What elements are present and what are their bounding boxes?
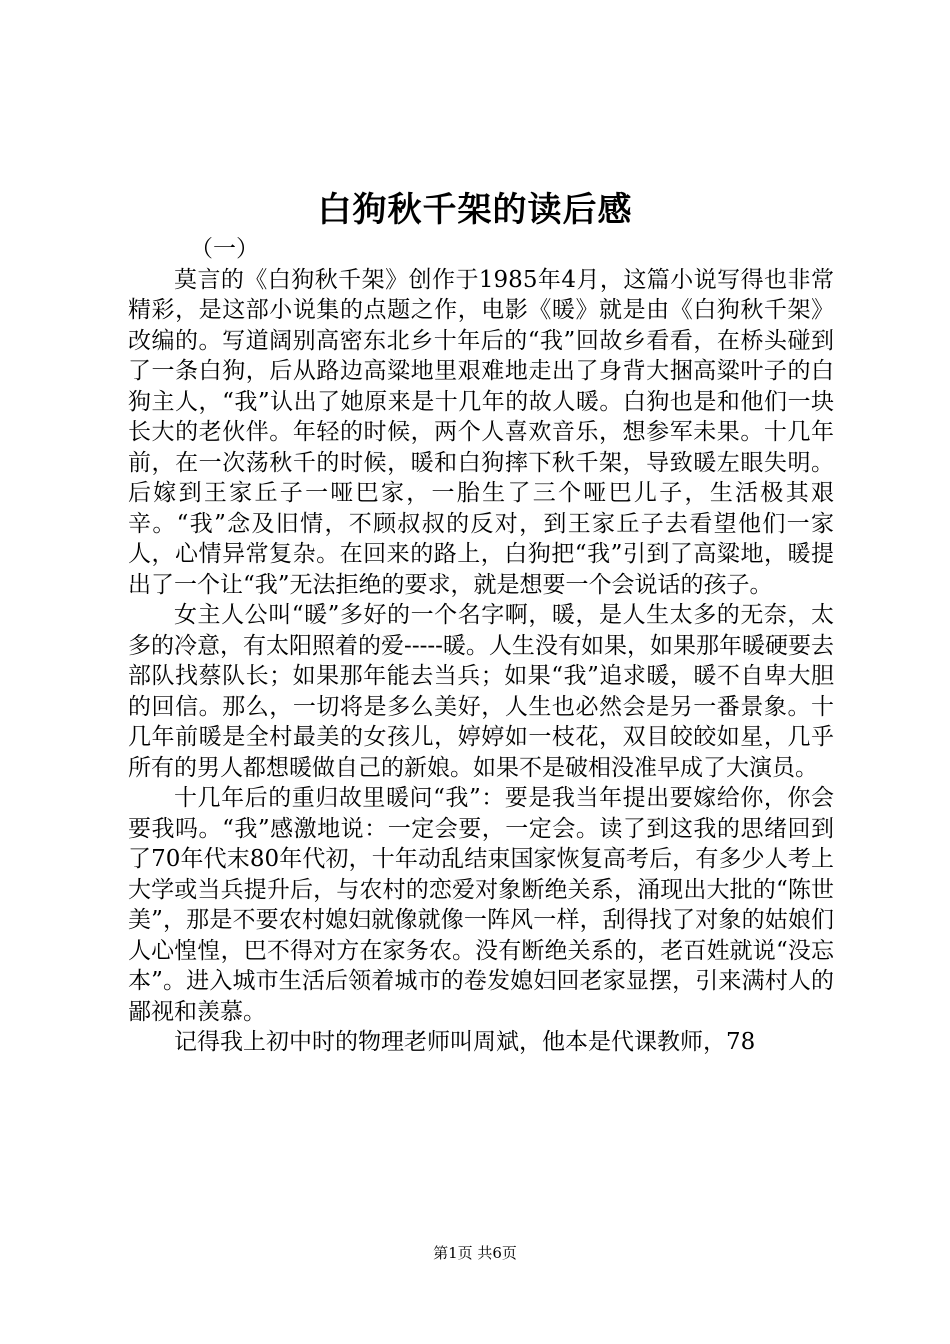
page-footer: 第1页 共6页: [433, 1244, 517, 1262]
document-title: 白狗秋千架的读后感: [317, 190, 633, 230]
document-body: [128, 234, 834, 1058]
section-label: （一）: [190, 236, 259, 262]
paragraph: 记得我上初中时的物理老师叫周斌，他本是代课教师，78: [174, 1029, 756, 1055]
paragraph: 女主人公叫“暖”多好的一个名字啊，暖，是人生太多的无奈，太多的冷意，有太阳照着的爱-----暖。人生没有如果，如果那年暖硬要去部队找蔡队长；如果那年能去当兵；如果“我”追求暖，暖不自卑大胆的回信。那么，一切将是多么美好，人生也必然会是另一番景象。十几年前暖是全村最美的女孩儿，婷婷如一枝花，双目皎皎如星，几乎所有的男人都想暖做自己的新娘。如果不是破相没准早成了大演员。: [128, 602, 834, 781]
paragraph: 莫言的《白狗秋千架》创作于1985年4月，这篇小说写得也非常精彩，是这部小说集的点题之作，电影《暖》就是由《白狗秋千架》改编的。写道阔别高密东北乡十年后的“我”回故乡看看，在桥头碰到了一条白狗，后从路边高粱地里艰难地走出了身背大捆高粱叶子的白狗主人，“我”认出了她原来是十几年的故人暖。白狗也是和他们一块长大的老伙伴。年轻的时候，两个人喜欢音乐，想参军未果。十几年前，在一次荡秋千的时候，暖和白狗摔下秋千架，导致暖左眼失明。后嫁到王家丘子一哑巴家，一胎生了三个哑巴儿子，生活极其艰辛。“我”念及旧情，不顾叔叔的反对，到王家丘子去看望他们一家人，心情异常复杂。在回来的路上，白狗把“我”引到了高粱地，暖提出了一个让“我”无法拒绝的要求，就是想要一个会说话的孩子。: [128, 266, 834, 598]
paragraph: 十几年后的重归故里暖问“我”：要是我当年提出要嫁给你，你会要我吗。“我”感激地说：一定会要，一定会。读了到这我的思绪回到了70年代末80年代初，十年动乱结束国家恢复高考后，有多少人考上大学或当兵提升后，与农村的恋爱对象断绝关系，涌现出大批的“陈世美”，那是不要农村媳妇就像就像一阵风一样，刮得找了对象的姑娘们人心惶惶，巴不得对方在家务农。没有断绝关系的，老百姓就说“没忘本”。进入城市生活后领着城市的卷发媳妇回老家显摆，引来满村人的鄙视和羡慕。: [128, 785, 834, 1025]
